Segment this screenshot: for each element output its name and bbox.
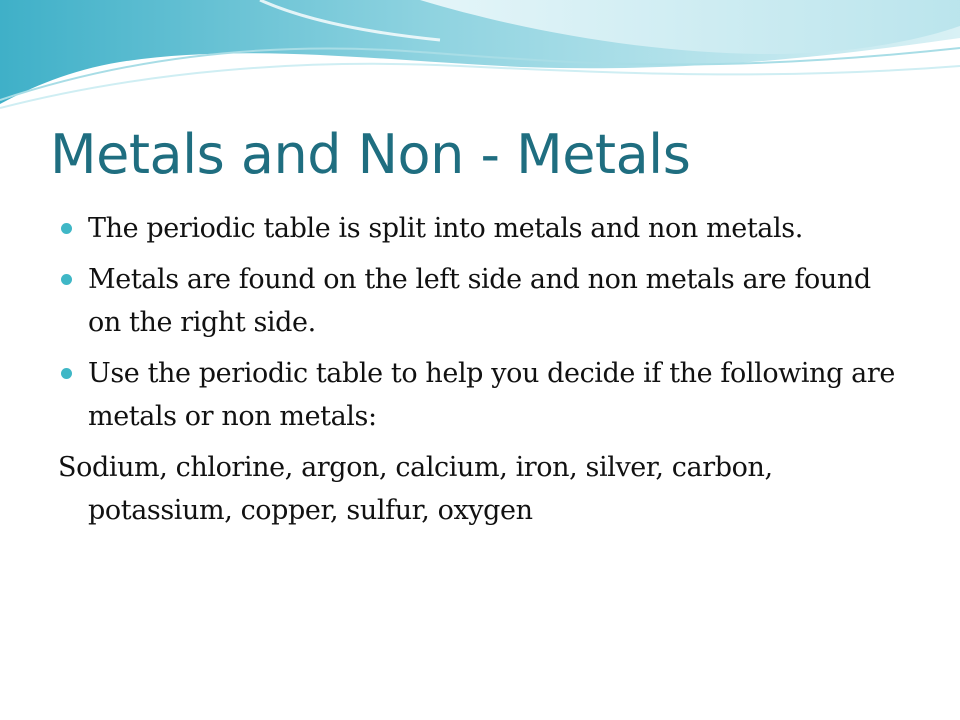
bullet-list [58,207,908,438]
bullet-text: Use the periodic table to help you decide if the following are metals or non metals: [88,358,895,432]
bullet-item [58,207,908,250]
slide-body [58,207,908,532]
decorative-wave-header [0,0,960,120]
bullet-text: The periodic table is split into metals and non metals. [88,213,803,244]
slide-title: Metals and Non - Metals [50,123,691,186]
bullet-item [58,258,908,344]
elements-list-text: Sodium, chlorine, argon, calcium, iron, silver, carbon, potassium, copper, sulfur, oxygen [58,452,773,526]
bullet-dot-icon [61,223,72,234]
bullet-item [58,352,908,438]
bullet-text: Metals are found on the left side and non metals are found on the right side. [88,264,871,338]
bullet-dot-icon [61,368,72,379]
wave-line-2 [0,64,960,108]
bullet-dot-icon [61,274,72,285]
